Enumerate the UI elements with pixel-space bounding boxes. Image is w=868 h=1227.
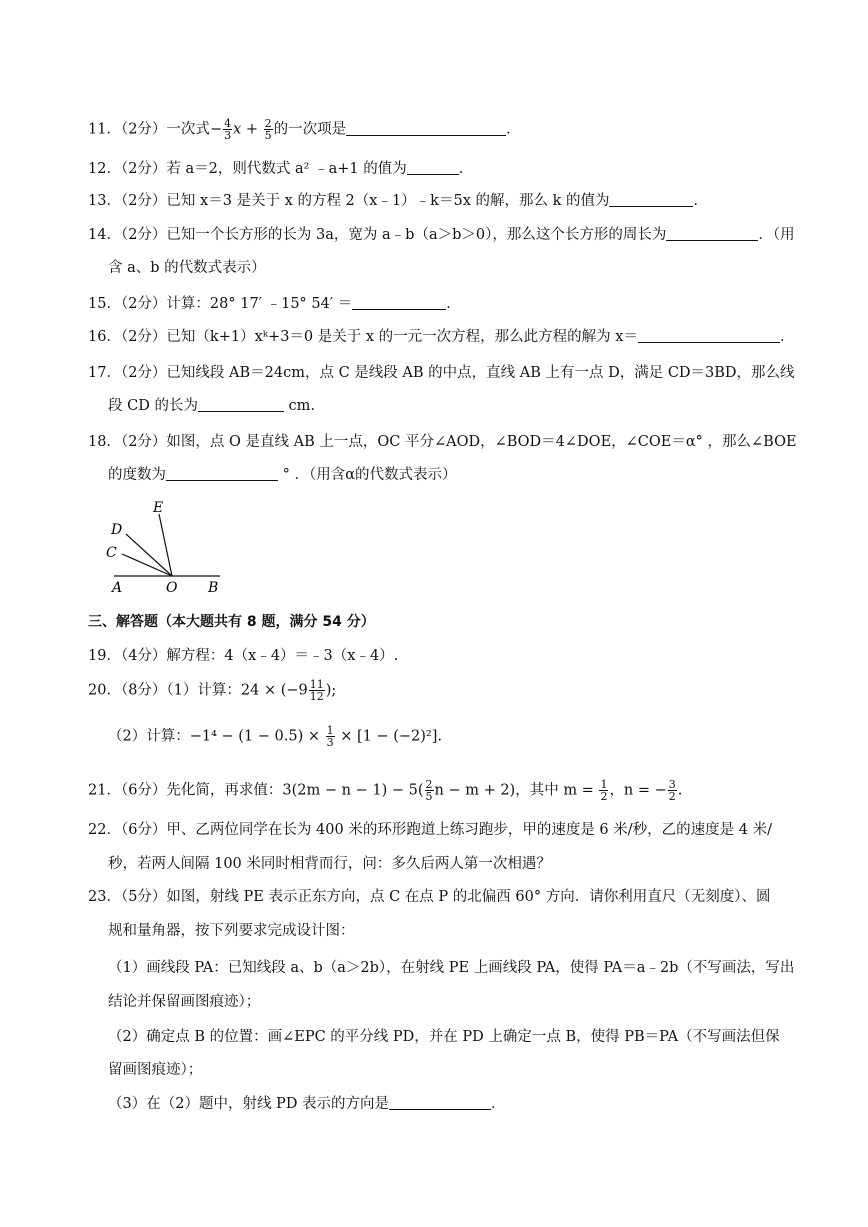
q20-p2-suffix: × [1 − (−2)²]. — [335, 728, 443, 745]
q20-f-num: 11 — [309, 678, 324, 691]
q21-f2-num: 1 — [600, 778, 608, 791]
q18-text: 18．（2分）如图，点 O 是直线 AB 上一点，OC 平分∠AOD，∠BOD＝4∠DOE，∠COE＝α° ，那么∠BOE — [88, 434, 797, 450]
question-23-part-1-line-2: 结论并保留画图痕迹）； — [108, 994, 261, 1010]
q21-fraction-2 — [599, 779, 608, 802]
question-18 — [88, 431, 808, 453]
label-o: O — [166, 580, 178, 596]
q21-prefix: 21．（6分）先化简，再求值：3(2m − n − 1) − 5( — [88, 782, 424, 799]
q20-f-den: 12 — [309, 690, 324, 703]
question-16 — [88, 326, 808, 348]
label-a: A — [112, 580, 123, 596]
question-12 — [88, 158, 808, 180]
q11-middle: x + — [233, 121, 263, 138]
q17-line2-prefix: 段 CD 的长为 — [108, 398, 198, 414]
question-22-line-2: 秒，若两人间隔 100 米同时相背而行，问：多久后两人第一次相遇？ — [108, 856, 551, 872]
q14-end: ．（用 — [758, 227, 795, 243]
q14-text: 14．（2分）已知一个长方形的长为 3a，宽为 a﹣b（a＞b＞0），那么这个长方形的周长为 — [88, 227, 667, 243]
q15-text: 15．（2分）计算：28° 17′ ﹣15° 54′ ＝ — [88, 296, 353, 312]
q16-answer-blank[interactable] — [638, 326, 780, 343]
q16-end: ． — [779, 329, 795, 345]
label-b: B — [208, 580, 219, 596]
section-3-title: 三、解答题（本大题共有 8 题，满分 54 分） — [88, 614, 375, 630]
q17-text: 17．（2分）已知线段 AB＝24cm，点 C 是线段 AB 的中点，直线 AB 上有一点 D，满足 CD＝3BD，那么线 — [88, 365, 795, 381]
question-11 — [88, 118, 808, 141]
question-20-part-2 — [108, 725, 808, 748]
q11-answer-blank[interactable] — [346, 119, 506, 136]
q12-answer-blank[interactable] — [407, 158, 459, 175]
q11-prefix: 11．（2分）一次式 — [88, 121, 210, 138]
q20-p2-f-den: 3 — [326, 736, 334, 749]
q13-text: 13．（2分）已知 x＝3 是关于 x 的方程 2（x﹣1）﹣k＝5x 的解，那么 k 的值为 — [88, 193, 610, 209]
q12-end: ． — [458, 161, 474, 177]
q21-f2-den: 2 — [600, 790, 608, 803]
q23-p3-text: （3）在（2）题中，射线 PD 表示的方向是 — [108, 1096, 390, 1112]
question-17 — [88, 362, 808, 384]
question-23: 23．（5分）如图，射线 PE 表示正东方向，点 C 在点 P 的北偏西 60° 方向．请你利用直尺（无刻度）、圆 — [88, 889, 771, 905]
q14-answer-blank[interactable] — [666, 224, 758, 241]
question-23-part-2-line-2: 留画图痕迹）； — [108, 1062, 203, 1078]
question-14-line-2: 含 a、b 的代数式表示） — [108, 260, 266, 276]
q12-text: 12．（2分）若 a＝2，则代数式 a² ﹣a+1 的值为 — [88, 161, 407, 177]
q11-minus: − — [209, 121, 223, 138]
q20-p2-fraction — [326, 725, 335, 748]
q11-f1-den: 3 — [224, 129, 232, 142]
q11-suffix: 的一次项是 — [273, 121, 347, 138]
q21-f1-den: 5 — [425, 790, 433, 803]
ray-oc — [122, 554, 172, 576]
question-22: 22．（6分）甲、乙两位同学在长为 400 米的环形跑道上练习跑步，甲的速度是 6 米/秒，乙的速度是 4 米/ — [88, 822, 772, 838]
question-23-part-1: （1）画线段 PA：已知线段 a、b（a＞2b），在射线 PE 上画线段 PA，使得 PA＝a﹣2b（不写画法，写出 — [108, 960, 795, 976]
q21-end: . — [677, 782, 683, 799]
q17-unit: cm. — [283, 398, 316, 414]
q11-fraction-1 — [223, 118, 232, 141]
q20-p1-suffix: ); — [325, 682, 337, 699]
q15-end: ． — [446, 296, 461, 312]
label-d: D — [111, 522, 123, 538]
q21-middle: n − m + 2)，其中 m = — [434, 782, 599, 799]
q21-f3-num: 3 — [668, 778, 676, 791]
q21-fraction-1 — [425, 779, 434, 802]
q15-answer-blank[interactable] — [352, 293, 446, 310]
q11-f2-num: 2 — [264, 117, 272, 130]
q18-line2-suffix: ° ．（用含α的代数式表示） — [278, 467, 457, 483]
q20-p1-prefix: 20．（8分）（1）计算：24 × (−9 — [88, 682, 308, 699]
q21-f3-den: 2 — [668, 790, 676, 803]
q16-text: 16．（2分）已知（k+1）xᵏ+3＝0 是关于 x 的一元一次方程，那么此方程的解为 x＝ — [88, 329, 638, 345]
q20-p2-f-num: 1 — [326, 724, 334, 737]
question-23-line-2: 规和量角器，按下列要求完成设计图： — [108, 923, 355, 939]
q23-p3-end: ． — [491, 1096, 506, 1112]
q21-middle-2: ，n = − — [609, 782, 667, 799]
question-17-line-2 — [108, 395, 808, 417]
q11-end: ． — [506, 121, 521, 138]
label-c: C — [106, 545, 117, 561]
q11-f2-den: 5 — [264, 129, 272, 142]
q13-answer-blank[interactable] — [609, 190, 693, 207]
question-20-part-1 — [88, 679, 808, 702]
q20-fraction — [309, 679, 325, 702]
q21-f1-num: 2 — [425, 778, 433, 791]
question-19: 19．（4分）解方程：4（x﹣4）＝﹣3（x﹣4）. — [88, 648, 399, 664]
question-15 — [88, 293, 808, 315]
question-14 — [88, 224, 808, 246]
q18-answer-blank[interactable] — [166, 464, 278, 481]
question-18-line-2 — [108, 464, 808, 486]
q11-f1-num: 4 — [224, 117, 232, 130]
q11-fraction-2 — [264, 118, 273, 141]
question-23-part-3 — [108, 1093, 808, 1115]
question-13 — [88, 190, 808, 212]
q17-answer-blank[interactable] — [198, 395, 284, 412]
q20-p2-prefix: （2）计算：−1⁴ − (1 − 0.5) × — [108, 728, 325, 745]
label-e: E — [153, 500, 164, 516]
angle-figure — [100, 496, 240, 596]
question-21 — [88, 779, 808, 802]
q21-fraction-3 — [668, 779, 677, 802]
q23-answer-blank[interactable] — [389, 1093, 491, 1110]
q18-line2-prefix: 的度数为 — [108, 467, 166, 483]
question-23-part-2: （2）确定点 B 的位置：画∠EPC 的平分线 PD，并在 PD 上确定一点 B，使得 PB＝PA（不写画法但保 — [108, 1029, 780, 1045]
q13-end: ． — [693, 193, 708, 209]
